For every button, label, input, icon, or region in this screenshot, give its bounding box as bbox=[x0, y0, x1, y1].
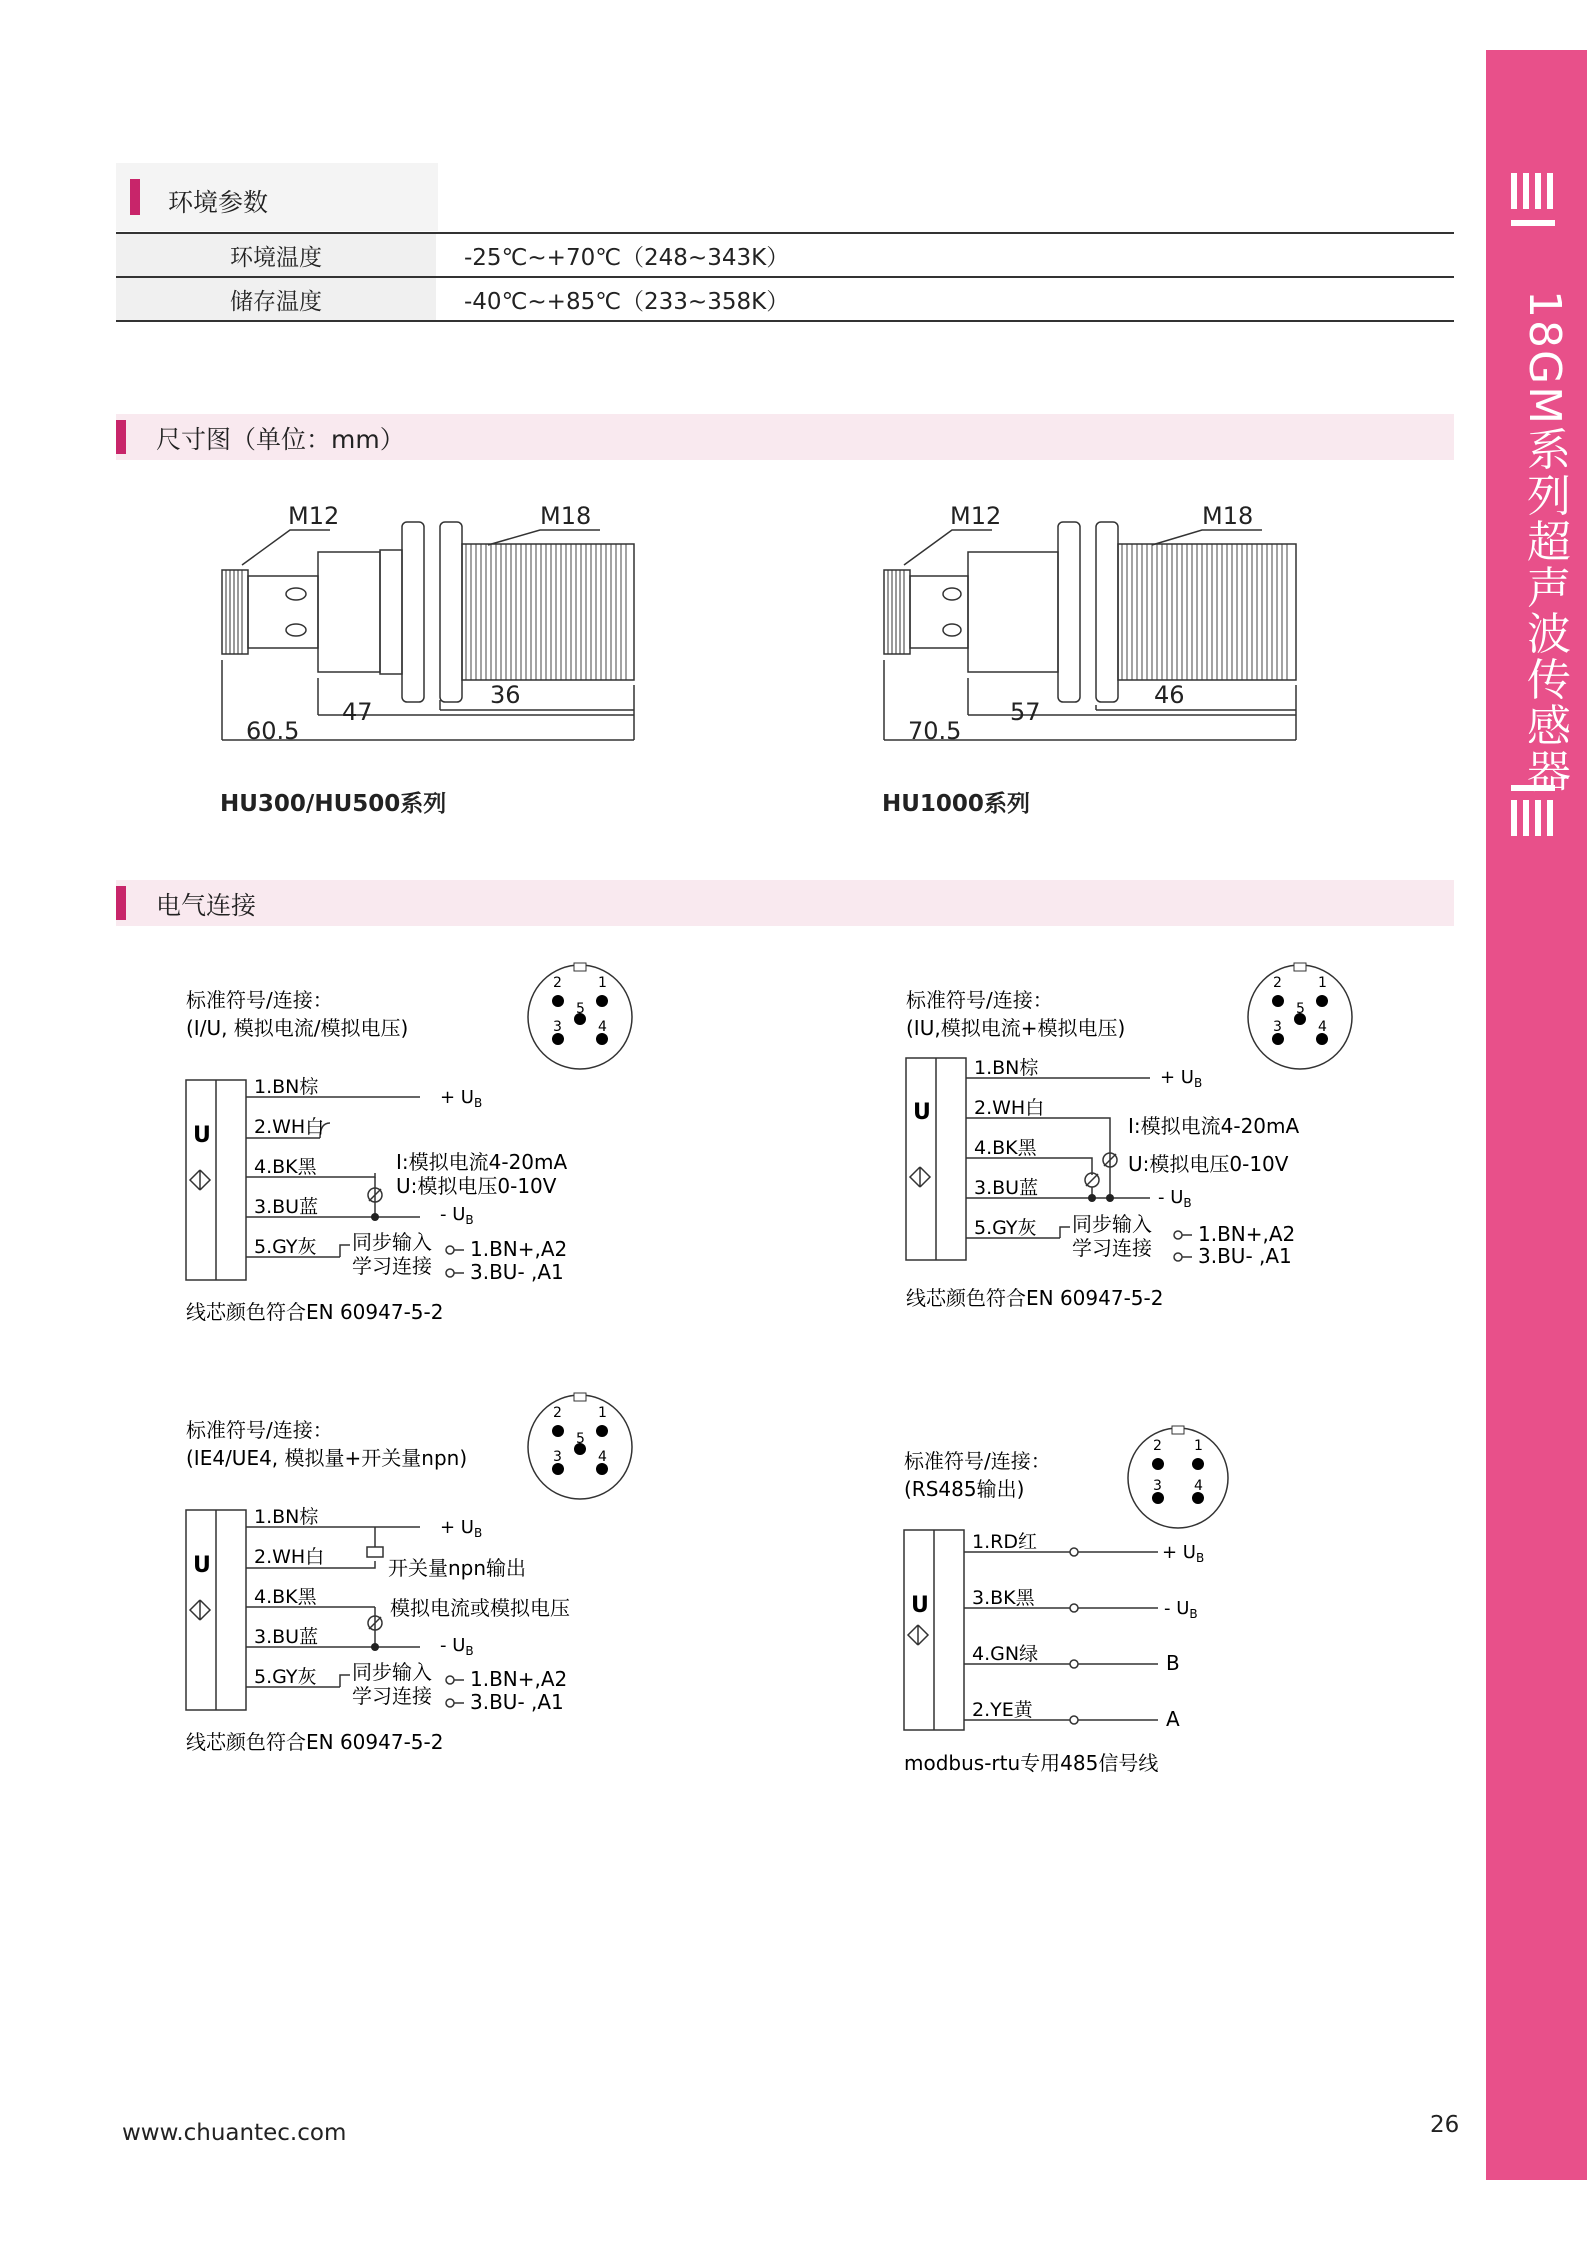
diagram-subtitle: (IU,模拟电流+模拟电压) bbox=[906, 1016, 1126, 1040]
supply-plus: + $U_B$ bbox=[440, 1087, 483, 1110]
dim-drawing-left bbox=[200, 490, 660, 750]
deco-bar bbox=[1511, 220, 1555, 226]
env-heading: 环境参数 bbox=[168, 188, 269, 217]
pin-label: 3 bbox=[1153, 1478, 1162, 1494]
terminal-dot bbox=[446, 1269, 454, 1277]
pinout-key bbox=[574, 1393, 586, 1401]
lock-nut bbox=[440, 522, 462, 702]
pin-label: 4 bbox=[1194, 1478, 1203, 1494]
pin-dot bbox=[1192, 1458, 1204, 1470]
learn-label: 学习连接 bbox=[352, 1254, 432, 1278]
label-m18: M18 bbox=[540, 502, 592, 530]
dim-body: 57 bbox=[1010, 698, 1041, 726]
sensor-u-label: U bbox=[193, 1123, 211, 1148]
wiring-diagram-iu bbox=[180, 955, 670, 1335]
wire-label: 1.BN棕 bbox=[254, 1506, 319, 1528]
pin-label: 4 bbox=[598, 1449, 607, 1465]
pin-label: 5 bbox=[1296, 1001, 1305, 1017]
dim-thread: 36 bbox=[490, 681, 521, 709]
wire-label: 5.GY灰 bbox=[974, 1217, 1037, 1239]
sensor-u-label: U bbox=[911, 1593, 929, 1618]
pin-dot bbox=[596, 995, 608, 1007]
pin-dot bbox=[596, 1425, 608, 1437]
diagram-title: 标准符号/连接： bbox=[186, 988, 333, 1012]
terminal-label: 1.BN+,A2 bbox=[470, 1237, 568, 1261]
sync-wire bbox=[340, 1675, 350, 1687]
diagram-title: 标准符号/连接： bbox=[906, 988, 1053, 1012]
terminal-dot bbox=[446, 1676, 454, 1684]
load-arrow bbox=[1086, 1174, 1098, 1186]
pin-label: 1 bbox=[598, 1405, 607, 1421]
sensor-u-label: U bbox=[913, 1100, 931, 1125]
footer-url: www.chuantec.com bbox=[122, 2120, 347, 2146]
wire-label: 3.BU蓝 bbox=[254, 1196, 319, 1218]
terminal-label: 1.BN+,A2 bbox=[1198, 1222, 1296, 1246]
learn-label: 学习连接 bbox=[352, 1684, 432, 1708]
pin-label: 1 bbox=[1194, 1438, 1203, 1454]
wiring-diagram-iu-combined bbox=[900, 955, 1400, 1325]
wire-label: 2.WH白 bbox=[974, 1097, 1045, 1119]
diagram-note: 线芯颜色符合EN 60947-5-2 bbox=[906, 1286, 1164, 1310]
nut-hole bbox=[286, 588, 306, 600]
wire-label: 2.WH白 bbox=[254, 1546, 325, 1568]
terminal-dot bbox=[1070, 1716, 1078, 1724]
sensor-u-label: U bbox=[193, 1553, 211, 1578]
supply-minus: - $U_B$ bbox=[440, 1635, 474, 1658]
connector-nut bbox=[248, 576, 318, 648]
page-number: 26 bbox=[1430, 2112, 1460, 2138]
load-label: I:模拟电流4-20mA bbox=[396, 1150, 568, 1174]
sync-label: 同步输入 bbox=[1072, 1212, 1152, 1236]
load-label: 模拟电流或模拟电压 bbox=[390, 1596, 570, 1620]
wire-label: 1.BN棕 bbox=[254, 1076, 319, 1098]
supply-plus: + $U_B$ bbox=[1160, 1067, 1203, 1090]
deco-bar bbox=[1511, 800, 1517, 836]
diagram-subtitle: (IE4/UE4, 模拟量+开关量npn) bbox=[186, 1446, 468, 1470]
wire-label: 4.BK黑 bbox=[254, 1586, 317, 1608]
wire-label: 3.BU蓝 bbox=[974, 1177, 1039, 1199]
leader-m18 bbox=[488, 530, 600, 545]
wire-label: 5.GY灰 bbox=[254, 1666, 317, 1688]
connector-thread bbox=[888, 570, 904, 654]
dim-total: 60.5 bbox=[246, 717, 300, 745]
dim-drawing-right bbox=[862, 490, 1322, 750]
sensor-diamond bbox=[910, 1167, 930, 1187]
pin-label: 2 bbox=[553, 975, 562, 991]
sensor-diamond bbox=[908, 1625, 928, 1645]
junction-dot bbox=[1088, 1194, 1096, 1202]
pin-dot bbox=[1272, 995, 1284, 1007]
supply-plus: + $U_B$ bbox=[440, 1517, 483, 1540]
dim-body: 47 bbox=[342, 698, 373, 726]
pin-label: 1 bbox=[598, 975, 607, 991]
terminal-dot bbox=[446, 1246, 454, 1254]
pin-label: 5 bbox=[576, 1431, 585, 1447]
load-label: U:模拟电压0-10V bbox=[396, 1174, 557, 1198]
signal-a: A bbox=[1166, 1707, 1180, 1731]
lock-nut bbox=[1058, 522, 1080, 702]
leader-m12 bbox=[904, 530, 992, 565]
elec-section-header bbox=[116, 880, 1454, 926]
pin-label: 2 bbox=[1273, 975, 1282, 991]
dims-section-header bbox=[116, 414, 1454, 460]
pin-label: 3 bbox=[553, 1019, 562, 1035]
connector-pinout bbox=[528, 963, 632, 1069]
connector-thread bbox=[226, 570, 242, 654]
label-m18: M18 bbox=[1202, 502, 1254, 530]
terminal-label: 3.BU- ,A1 bbox=[470, 1260, 564, 1284]
diagram-subtitle: (RS485输出) bbox=[904, 1477, 1025, 1501]
sync-label: 同步输入 bbox=[352, 1660, 432, 1684]
dims-caption-right: HU1000系列 bbox=[882, 791, 1030, 817]
diagram-subtitle: (I/U, 模拟电流/模拟电压) bbox=[186, 1016, 409, 1040]
deco-bar bbox=[1523, 800, 1529, 836]
deco-bar bbox=[1535, 173, 1541, 209]
connector-pinout bbox=[1248, 963, 1352, 1069]
wire-label: 2.YE黄 bbox=[972, 1699, 1033, 1721]
terminal-dot bbox=[1174, 1231, 1182, 1239]
label-m12: M12 bbox=[950, 502, 1002, 530]
diagram-note: 线芯颜色符合EN 60947-5-2 bbox=[186, 1300, 444, 1324]
pin-label: 4 bbox=[1318, 1019, 1327, 1035]
terminal-dot bbox=[446, 1699, 454, 1707]
dims-caption-left: HU300/HU500系列 bbox=[220, 791, 447, 817]
pin-label: 4 bbox=[598, 1019, 607, 1035]
pin-dot bbox=[1152, 1458, 1164, 1470]
sync-wire bbox=[340, 1245, 350, 1257]
wiring-diagram-ie4 bbox=[180, 1385, 670, 1765]
diagram-title: 标准符号/连接： bbox=[904, 1449, 1051, 1473]
pin-dot bbox=[1316, 995, 1328, 1007]
body-thread-start bbox=[380, 550, 402, 674]
wiring-diagram-rs485 bbox=[900, 1420, 1320, 1800]
deco-bar bbox=[1547, 173, 1553, 209]
env-value: -40℃~+85℃（233~358K） bbox=[464, 288, 790, 315]
pin-label: 1 bbox=[1318, 975, 1327, 991]
supply-minus: - $U_B$ bbox=[440, 1204, 474, 1227]
deco-bar bbox=[1511, 173, 1517, 209]
terminal-lead bbox=[454, 1680, 464, 1703]
load-label: U:模拟电压0-10V bbox=[1128, 1152, 1289, 1176]
wires bbox=[964, 1552, 1158, 1720]
junction-dot bbox=[371, 1643, 379, 1651]
terminal-dot bbox=[1070, 1660, 1078, 1668]
junction-dot bbox=[371, 1213, 379, 1221]
wire-label: 5.GY灰 bbox=[254, 1236, 317, 1258]
sync-wire bbox=[1060, 1227, 1070, 1238]
dim-total: 70.5 bbox=[908, 717, 962, 745]
sensor-diamond bbox=[190, 1600, 210, 1620]
pin-label: 3 bbox=[1273, 1019, 1282, 1035]
env-label: 储存温度 bbox=[116, 277, 436, 321]
nut-hole bbox=[943, 588, 961, 600]
wire-label: 3.BU蓝 bbox=[254, 1626, 319, 1648]
elec-heading: 电气连接 bbox=[156, 891, 257, 920]
pin-dot bbox=[552, 995, 564, 1007]
env-label: 环境温度 bbox=[116, 233, 436, 277]
terminal-lead bbox=[454, 1250, 464, 1273]
diagram-note: modbus-rtu专用485信号线 bbox=[904, 1751, 1159, 1775]
sensor-diamond bbox=[190, 1170, 210, 1190]
supply-plus: + $U_B$ bbox=[1162, 1542, 1205, 1565]
env-heading-bar bbox=[130, 179, 140, 215]
connector-nut bbox=[910, 576, 968, 648]
learn-label: 学习连接 bbox=[1072, 1236, 1152, 1260]
signal-b: B bbox=[1166, 1651, 1180, 1675]
load-label: 开关量npn输出 bbox=[388, 1556, 527, 1580]
terminal-label: 1.BN+,A2 bbox=[470, 1667, 568, 1691]
wire-label: 4.BK黑 bbox=[974, 1137, 1037, 1159]
dim-thread: 46 bbox=[1154, 681, 1185, 709]
terminal-label: 3.BU- ,A1 bbox=[1198, 1244, 1292, 1268]
wire-label: 4.BK黑 bbox=[254, 1156, 317, 1178]
pinout-circle bbox=[1128, 1428, 1228, 1528]
wire-label: 2.WH白 bbox=[254, 1116, 325, 1138]
threaded-barrel bbox=[462, 544, 634, 680]
lock-nut bbox=[402, 522, 424, 702]
connector-pinout bbox=[528, 1393, 632, 1499]
lock-nut bbox=[1096, 522, 1118, 702]
terminal-dot bbox=[1070, 1604, 1078, 1612]
sensor-body bbox=[318, 552, 380, 672]
pinout-key bbox=[1294, 963, 1306, 971]
pin-label: 5 bbox=[576, 1001, 585, 1017]
wire-label: 1.BN棕 bbox=[974, 1057, 1039, 1079]
wire-label: 4.GN绿 bbox=[972, 1643, 1039, 1665]
pin-dot bbox=[552, 1425, 564, 1437]
pin-label: 2 bbox=[553, 1405, 562, 1421]
diagram-note: 线芯颜色符合EN 60947-5-2 bbox=[186, 1730, 444, 1754]
deco-bar bbox=[1547, 800, 1553, 836]
pin-label: 2 bbox=[1153, 1438, 1162, 1454]
leader-m12 bbox=[242, 530, 330, 565]
terminal-label: 3.BU- ,A1 bbox=[470, 1690, 564, 1714]
barrel-thread bbox=[466, 544, 626, 680]
pinout-key bbox=[1172, 1426, 1184, 1434]
sync-label: 同步输入 bbox=[352, 1230, 432, 1254]
pin-label: 3 bbox=[553, 1449, 562, 1465]
section-bar bbox=[116, 420, 126, 454]
terminal-dot bbox=[1174, 1253, 1182, 1261]
pinout-key bbox=[574, 963, 586, 971]
diagram-title: 标准符号/连接： bbox=[186, 1418, 333, 1442]
sidebar-title: 18GM系列超声波传感器 bbox=[1519, 290, 1570, 795]
dims-heading: 尺寸图（单位：mm） bbox=[156, 425, 405, 454]
connector-pinout bbox=[1128, 1426, 1228, 1528]
load-label: I:模拟电流4-20mA bbox=[1128, 1114, 1300, 1138]
env-heading-block bbox=[116, 163, 438, 231]
env-value: -25℃~+70℃（248~343K） bbox=[464, 244, 790, 271]
label-m12: M12 bbox=[288, 502, 340, 530]
section-bar bbox=[116, 886, 126, 920]
junction-dot bbox=[1106, 1194, 1114, 1202]
deco-bar bbox=[1523, 173, 1529, 209]
terminal-dot bbox=[1070, 1548, 1078, 1556]
nut-hole bbox=[286, 624, 306, 636]
barrel-thread bbox=[1122, 544, 1287, 680]
leader-m18 bbox=[1152, 530, 1262, 545]
table-row bbox=[116, 233, 1454, 277]
deco-bar bbox=[1535, 800, 1541, 836]
wire-label: 3.BK黑 bbox=[972, 1587, 1035, 1609]
supply-minus: - $U_B$ bbox=[1158, 1187, 1192, 1210]
table-row bbox=[116, 277, 1454, 321]
sensor-body bbox=[968, 552, 1058, 672]
switch-load bbox=[367, 1547, 383, 1557]
nut-hole bbox=[943, 624, 961, 636]
wire-label: 1.RD红 bbox=[972, 1531, 1037, 1553]
terminal-lead bbox=[1182, 1235, 1192, 1257]
env-table bbox=[116, 232, 1454, 322]
supply-minus: - $U_B$ bbox=[1164, 1598, 1198, 1621]
